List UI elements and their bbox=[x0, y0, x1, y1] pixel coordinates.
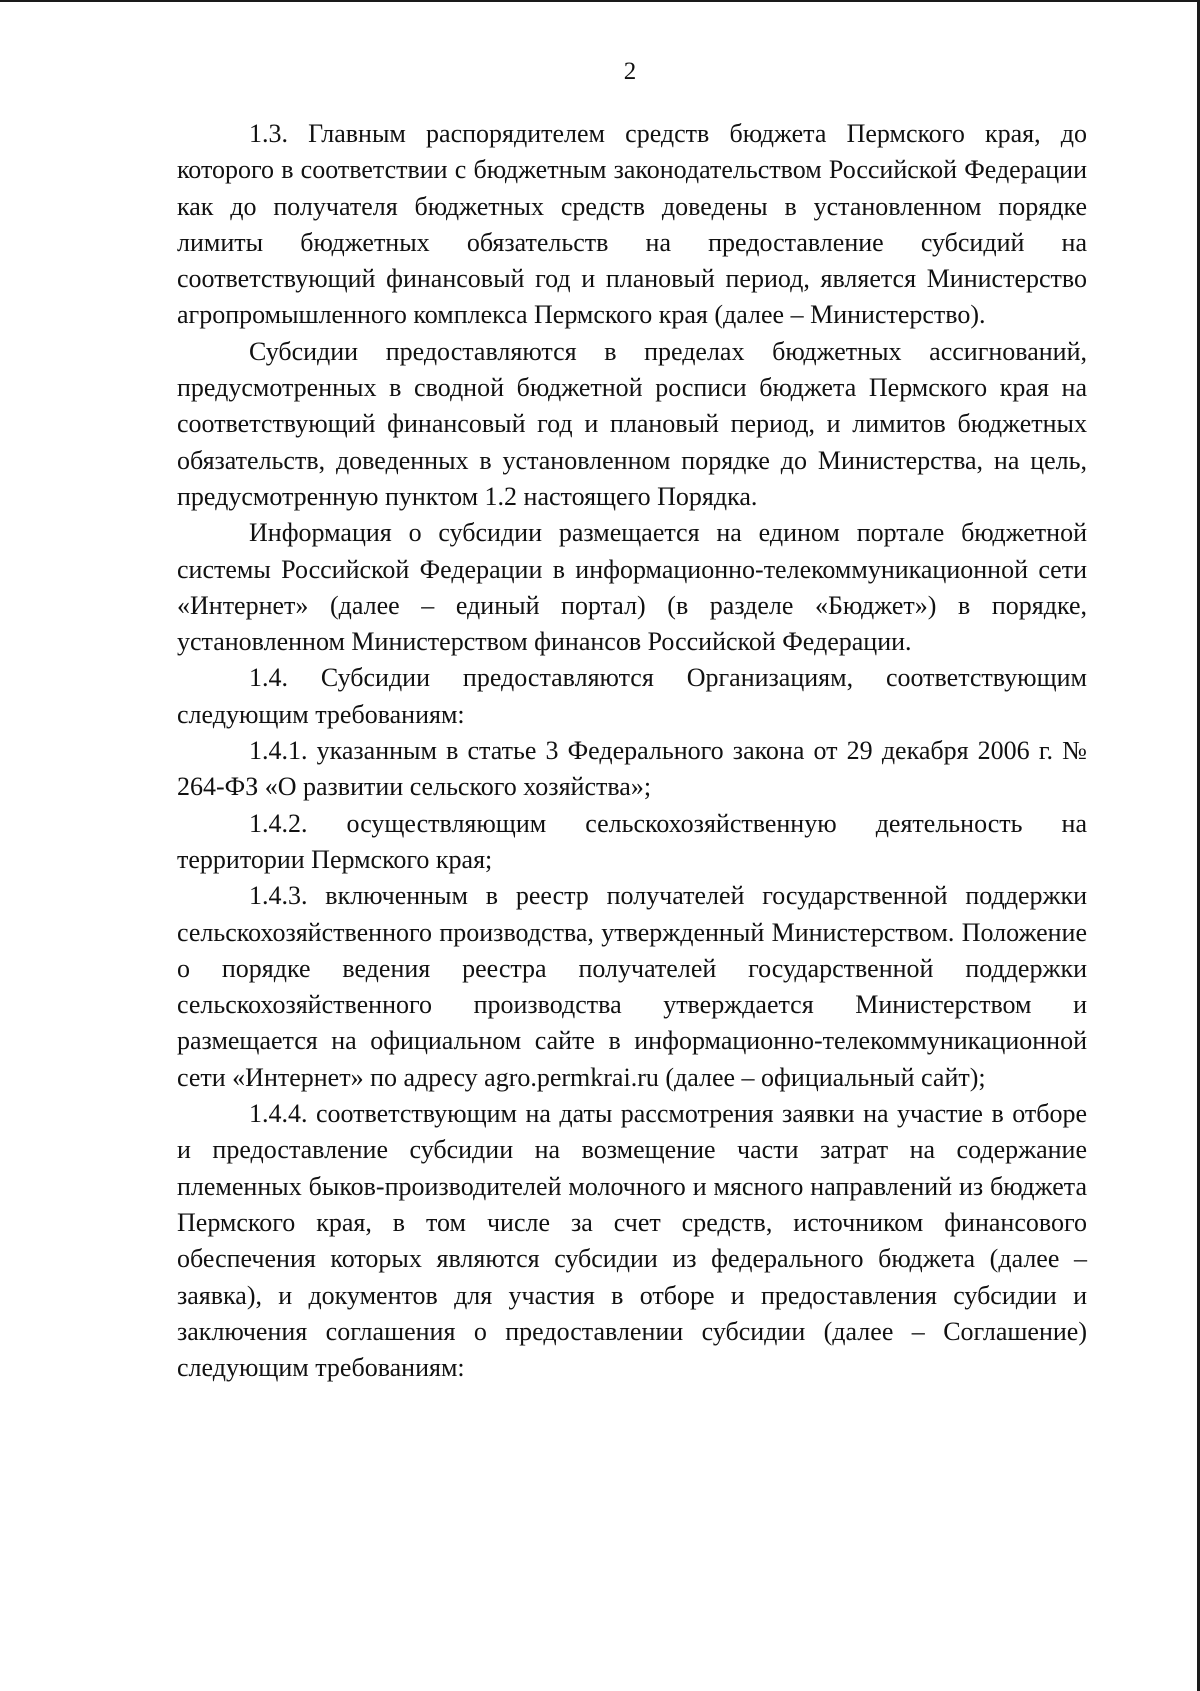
page-number: 2 bbox=[623, 58, 637, 85]
paragraph-portal-info: Информация о субсидии размещается на едином портале бюджетной системы Российской Федерации в информационно-телекоммуникационной сети «Интернет» (далее – единый портал) (в разделе «Бюджет») в порядке, установленном Министерством финансов Российской Федерации. bbox=[177, 518, 1087, 657]
paragraph-1-4-4: 1.4.4. соответствующим на даты рассмотрения заявки на участие в отборе и предоставление субсидии на возмещение части затрат на содержание племенных быков-производителей молочного и мясного направлений из бюджета Пермского края, в том числе за счет средств, источником финансового обеспечения которых являются субсидии из федерального бюджета (далее – заявка), и документов для участия в отборе и предоставления субсидии и заключения соглашения о предоставлении субсидии (далее – Соглашение) следующим требованиям: bbox=[177, 1099, 1087, 1383]
paragraph-1-4: 1.4. Субсидии предоставляются Организациям, соответствующим следующим требованиям: bbox=[177, 663, 1087, 729]
paragraph-1-4-3: 1.4.3. включенным в реестр получателей государственной поддержки сельскохозяйственного производства, утвержденный Министерством. Положение о порядке ведения реестра получателей государственной поддержки сельскохозяйственного производства утверждается Министерством и размещается на официальном сайте в информационно-телекоммуникационной сети «Интернет» по адресу agro.permkrai.ru (далее – официальный сайт); bbox=[177, 881, 1087, 1092]
paragraph-1-4-1: 1.4.1. указанным в статье 3 Федерального закона от 29 декабря 2006 г. № 264-ФЗ «О развитии сельского хозяйства»; bbox=[177, 736, 1087, 802]
paragraph-subsidy-limits: Субсидии предоставляются в пределах бюджетных ассигнований, предусмотренных в сводной бюджетной росписи бюджета Пермского края на соответствующий финансовый год и плановый период, и лимитов бюджетных обязательств, доведенных в установленном порядке до Министерства, на цель, предусмотренную пунктом 1.2 настоящего Порядка. bbox=[177, 336, 1087, 511]
paragraph-1-3: 1.3. Главным распорядителем средств бюджета Пермского края, до которого в соответствии с бюджетным законодательством Российской Федерации как до получателя бюджетных средств доведены в установленном порядке лимиты бюджетных обязательств на предоставление субсидий на соответствующий финансовый год и плановый период, является Министерство агропромышленного комплекса Пермского края (далее – Министерство). bbox=[177, 119, 1087, 330]
document-body bbox=[177, 116, 1087, 1386]
paragraph-1-4-2: 1.4.2. осуществляющим сельскохозяйственную деятельность на территории Пермского края; bbox=[177, 808, 1087, 874]
